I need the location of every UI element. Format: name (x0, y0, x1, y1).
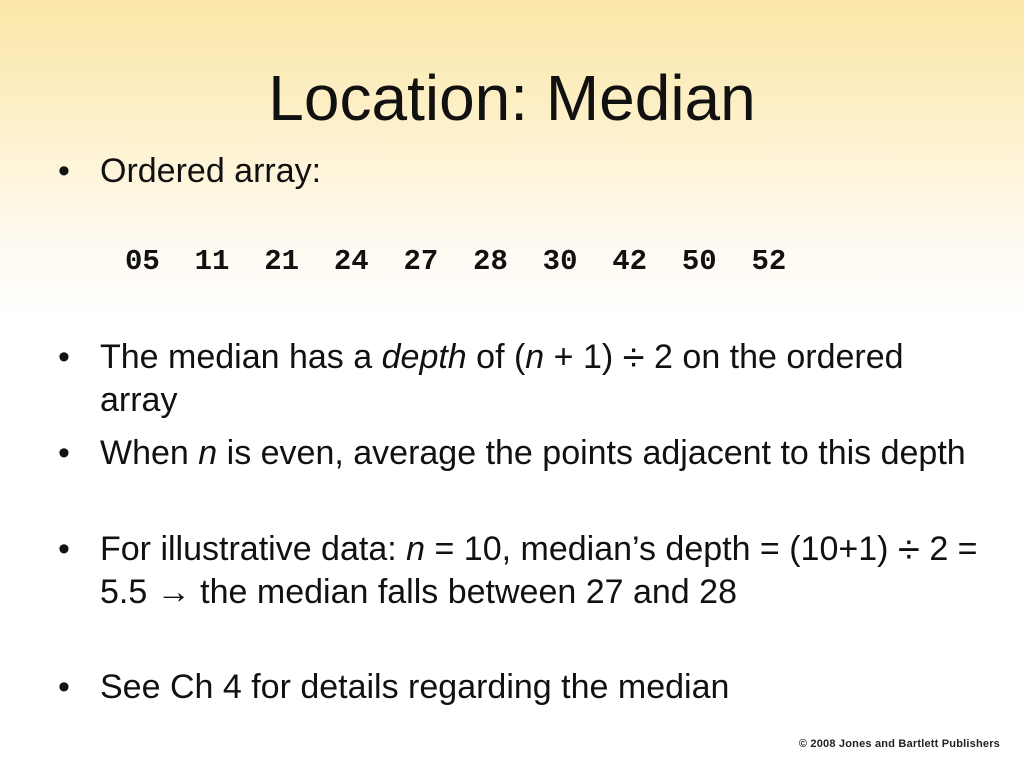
divide-symbol: ÷ (622, 336, 645, 380)
bullet-median-depth (58, 336, 978, 421)
bullet-dot: • (58, 668, 70, 706)
bullet-dot: • (58, 152, 70, 190)
bullet-text: For illustrative data: n = 10, median’s depth = (10+1) ÷ 2 = 5.5 → the median falls between 27 and 28 (100, 528, 978, 611)
bullet-text: The median has a depth of (n + 1) ÷ 2 on the ordered array (100, 336, 904, 419)
divide-symbol: ÷ (897, 528, 920, 572)
bullet-dot: • (58, 338, 70, 376)
bullet-dot: • (58, 434, 70, 472)
bullet-illustrative-data (58, 528, 978, 613)
ordered-array-values: 05 11 21 24 27 28 30 42 50 52 (125, 245, 787, 278)
slide-title: Location: Median (268, 62, 756, 134)
bullet-dot: • (58, 530, 70, 568)
bullet-even-n (58, 432, 978, 474)
bullet-text: Ordered array: (100, 152, 322, 190)
bullet-text: When n is even, average the points adjacent to this depth (100, 434, 966, 472)
bullet-text: See Ch 4 for details regarding the median (100, 668, 730, 706)
bullet-see-chapter (58, 666, 978, 708)
copyright-footer: © 2008 Jones and Bartlett Publishers (798, 738, 1000, 750)
bullet-ordered-array (58, 150, 978, 192)
